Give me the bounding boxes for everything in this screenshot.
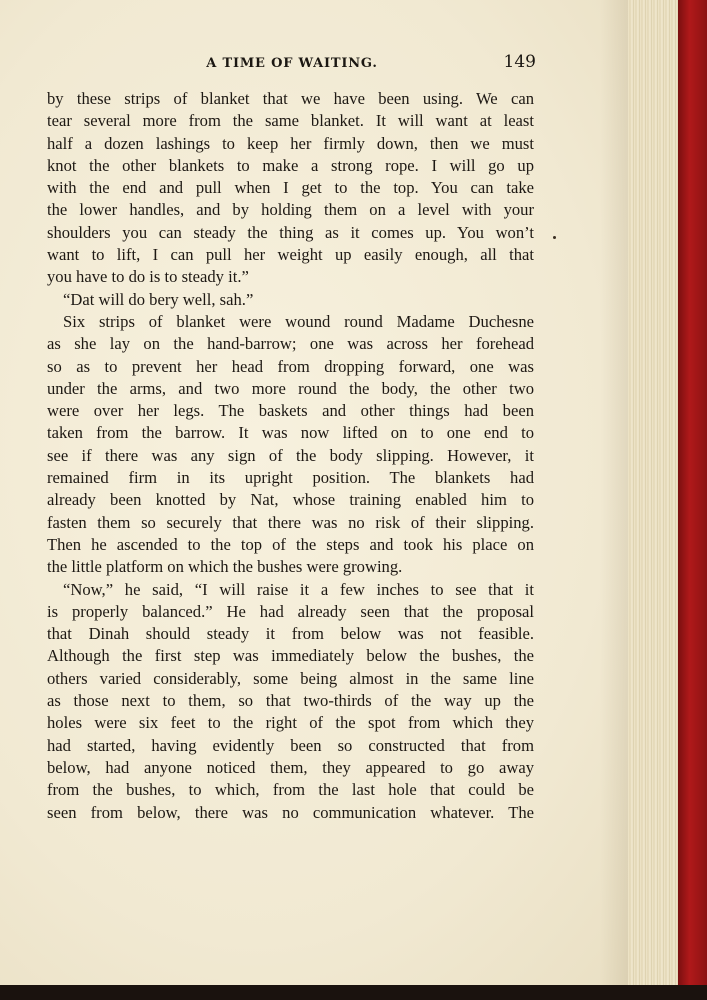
scan-background [0, 985, 707, 1000]
text-line: half a dozen lashings to keep her firmly down, then we must [47, 133, 534, 153]
margin-speck [553, 236, 556, 239]
text-line: others varied considerably, some being almost in the same line [47, 668, 534, 688]
text-line: want to lift, I can pull her weight up easily enough, all that [47, 245, 534, 265]
text-line: as she lay on the hand-barrow; one was across her forehead [47, 334, 534, 354]
running-title: A TIME OF WAITING. [206, 56, 378, 71]
book-cover-edge [678, 0, 707, 985]
page-number: 149 [503, 52, 536, 72]
text-line: holes were six feet to the right of the spot from which they [47, 713, 534, 733]
text-line: see if there was any sign of the body slipping. However, it [47, 445, 534, 465]
text-line: Although the first step was immediately below the bushes, the [47, 646, 534, 666]
text-line: tear several more from the same blanket. It will want at least [47, 111, 534, 131]
text-line: seen from below, there was no communication whatever. The [47, 802, 534, 822]
text-line: under the arms, and two more round the body, the other two [47, 378, 534, 398]
text-line: knot the other blankets to make a strong rope. I will go up [47, 155, 534, 175]
text-line: Six strips of blanket were wound round Madame Duchesne [63, 311, 534, 331]
text-line: from the bushes, to which, from the last hole that could be [47, 780, 534, 800]
text-line: as those next to them, so that two-thirds of the way up the [47, 691, 534, 711]
text-line: below, had anyone noticed them, they appeared to go away [47, 757, 534, 777]
text-line: with the end and pull when I get to the top. You can take [47, 178, 534, 198]
body-text [47, 88, 534, 824]
text-line: Then he ascended to the top of the steps and took his place on [47, 534, 534, 554]
text-line: had started, having evidently been so constructed that from [47, 735, 534, 755]
text-line: by these strips of blanket that we have been using. We can [47, 89, 534, 108]
text-line: already been knotted by Nat, whose training enabled him to [47, 490, 534, 510]
text-line: you have to do is to steady it.” [47, 267, 249, 287]
text-line: is properly balanced.” He had already seen that the proposal [47, 601, 534, 621]
text-line: the little platform on which the bushes were growing. [47, 557, 403, 577]
text-line: “Dat will do bery well, sah.” [63, 289, 254, 309]
text-line: taken from the barrow. It was now lifted on to one end to [47, 423, 534, 443]
text-line: so as to prevent her head from dropping forward, one was [47, 356, 534, 376]
text-line: were over her legs. The baskets and other things had been [47, 401, 534, 421]
text-line: remained firm in its upright position. The blankets had [47, 468, 534, 488]
running-head [48, 52, 536, 76]
text-line: shoulders you can steady the thing as it comes up. You won’t [47, 222, 534, 242]
text-line: the lower handles, and by holding them on a level with your [47, 200, 534, 220]
text-line: fasten them so securely that there was no risk of their slipping. [47, 512, 534, 532]
page-stack-edges [628, 0, 680, 985]
text-line: “Now,” he said, “I will raise it a few inches to see that it [63, 579, 534, 599]
text-line: that Dinah should steady it from below was not feasible. [47, 624, 534, 644]
